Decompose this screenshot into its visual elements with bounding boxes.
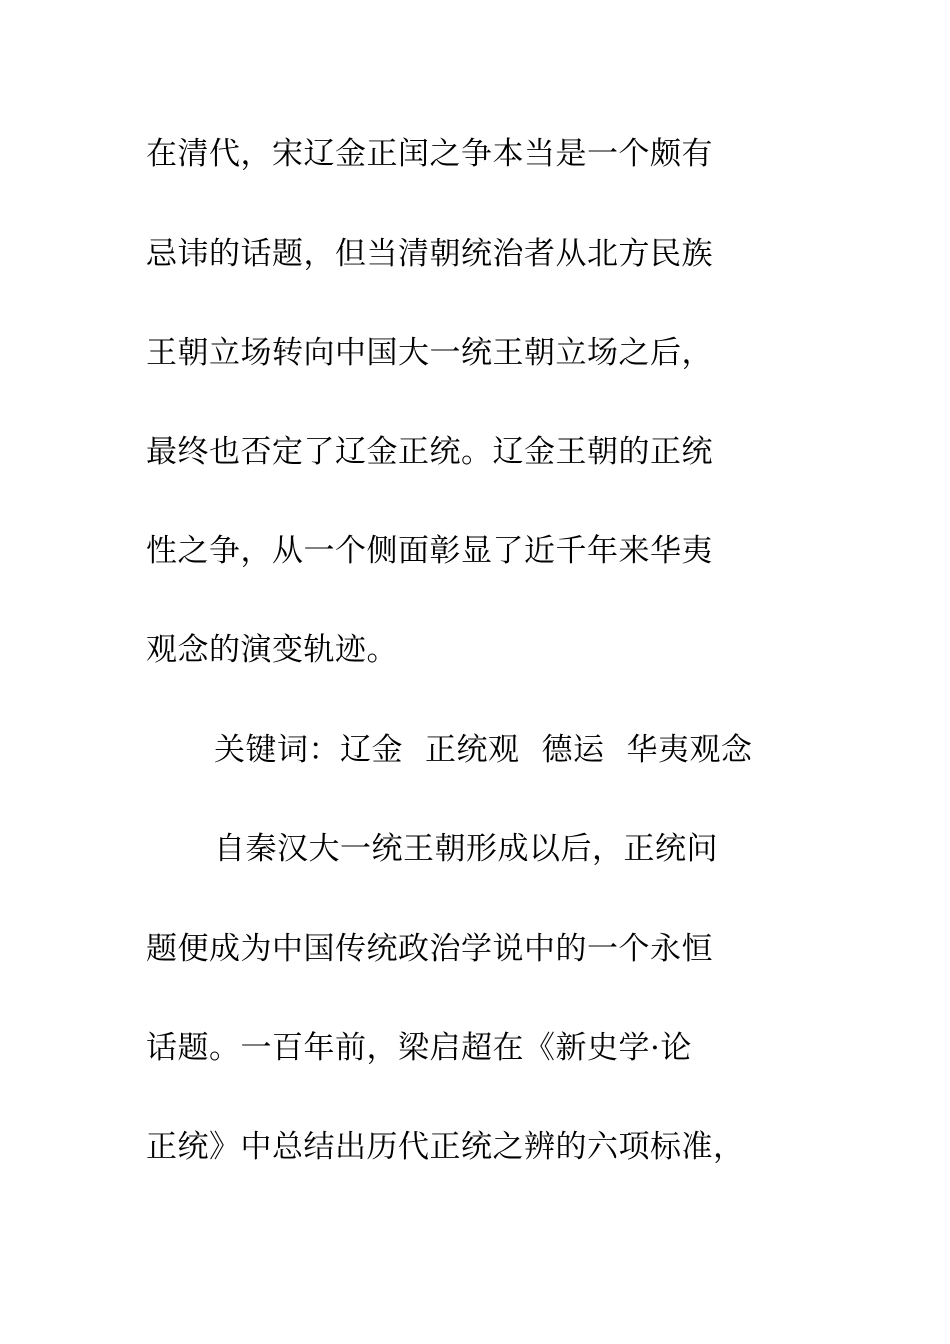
body-text-line: 话题。一百年前，梁启超在《新史学·论 (146, 1030, 692, 1066)
body-text-line: 性之争，从一个侧面彰显了近千年来华夷 (146, 533, 713, 569)
body-text-line: 题便成为中国传统政治学说中的一个永恒 (146, 931, 713, 967)
body-text-line: 王朝立场转向中国大一统王朝立场之后， (146, 335, 713, 371)
body-text-line: 正统》中总结出历代正统之辨的六项标准， (146, 1129, 745, 1165)
keyword: 正统观 (425, 732, 520, 768)
body-text-line: 自秦汉大一统王朝形成以后，正统问 (214, 831, 718, 867)
keywords-label: 关键词： (214, 732, 340, 768)
keyword: 辽金 (340, 732, 403, 768)
body-text-line: 在清代，宋辽金正闰之争本当是一个颇有 (146, 136, 713, 172)
body-text-line: 最终也否定了辽金正统。辽金王朝的正统 (146, 434, 713, 470)
keywords-line (214, 730, 753, 770)
keyword: 华夷观念 (626, 732, 753, 768)
body-text-line: 观念的演变轨迹。 (146, 632, 398, 668)
body-text-line: 忌讳的话题，但当清朝统治者从北方民族 (146, 236, 713, 272)
keyword: 德运 (541, 732, 605, 768)
